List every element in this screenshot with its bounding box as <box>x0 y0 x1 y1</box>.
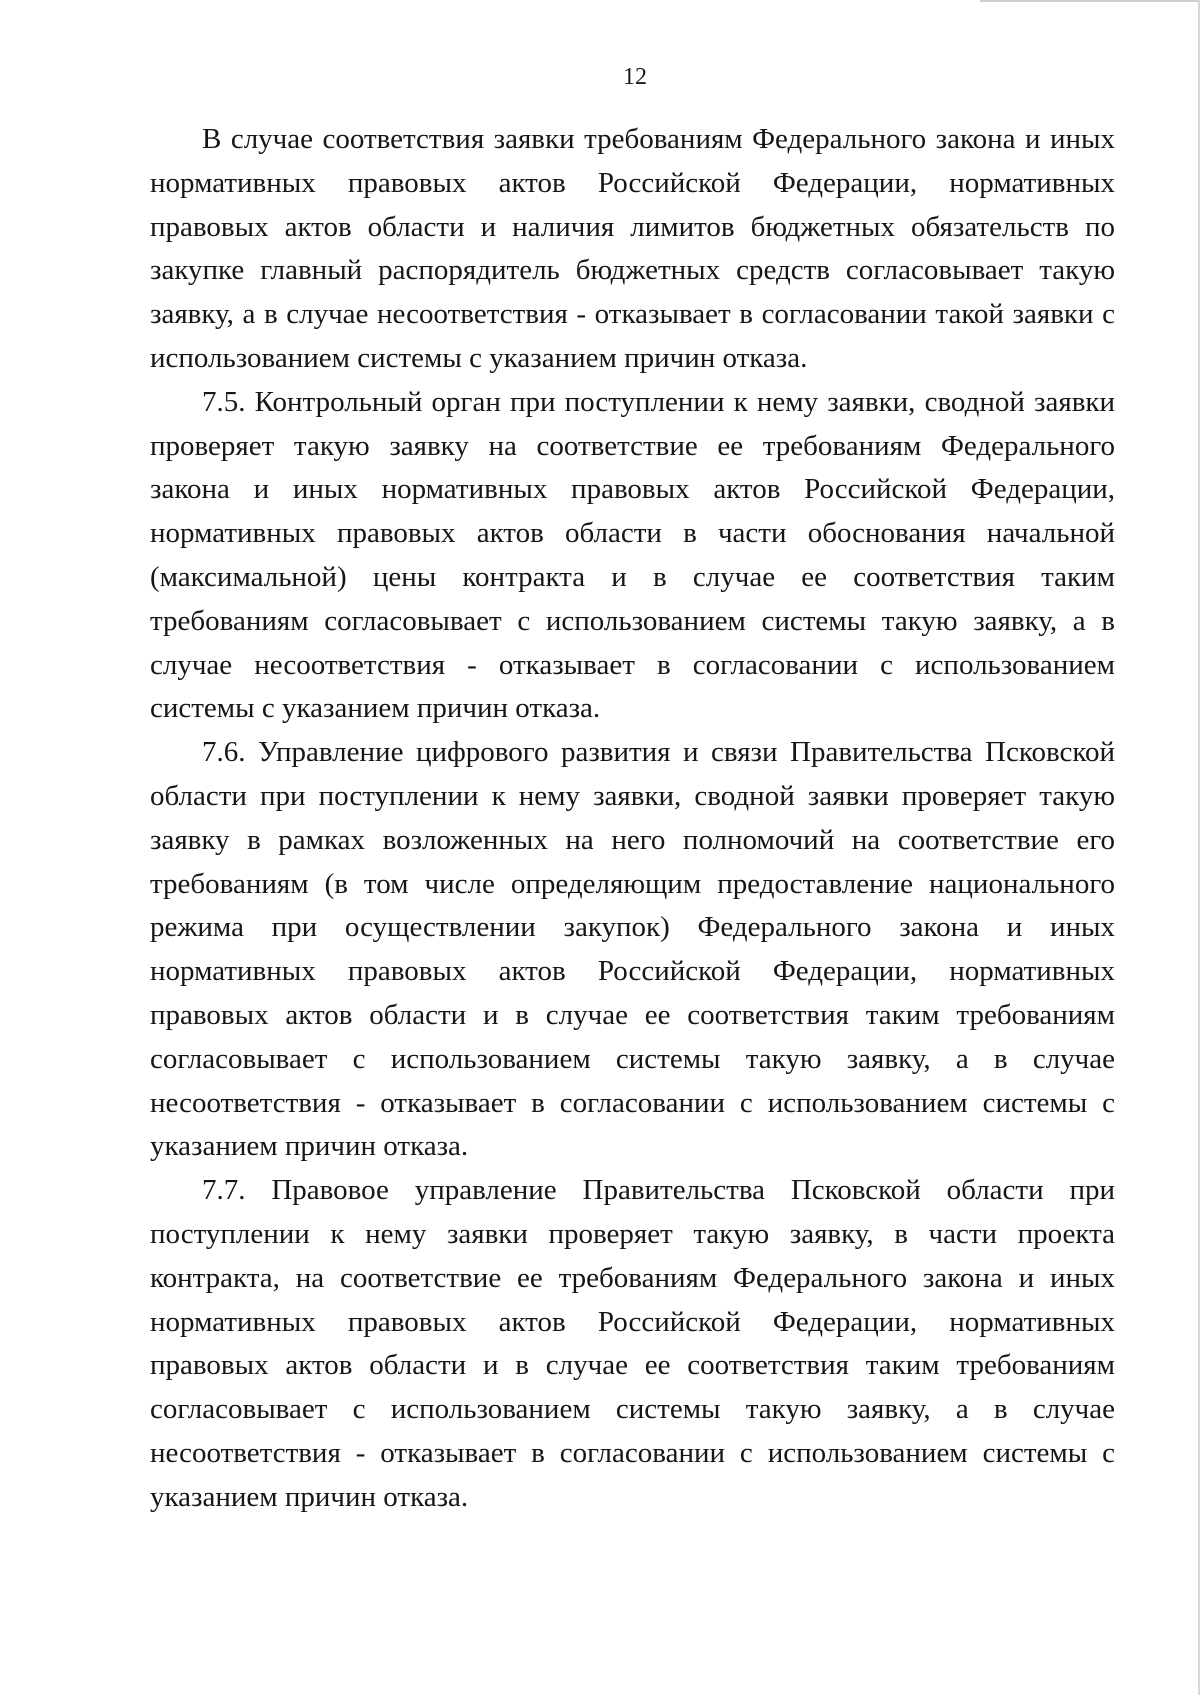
paragraph-7-7: 7.7. Правовое управление Правительства Псковской области при поступлении к нему заявки проверяет такую заявку, в части проекта контракта, на соответствие ее требованиям Федерального закона и иных нормативных правовых актов Российской Федерации, нормативных правовых актов области и в случае ее соответствия таким требованиям согласовывает с использованием системы такую заявку, а в случае несоответствия - отказывает в согласовании с использованием системы с указанием причин отказа. <box>150 1174 1115 1513</box>
paragraph-7-5: 7.5. Контрольный орган при поступлении к нему заявки, сводной заявки проверяет такую заявку на соответствие ее требованиям Федерального закона и иных нормативных правовых актов Российской Федерации, нормативных правовых актов области в части обоснования начальной (максимальной) цены контракта и в случае ее соответствия таким требованиям согласовывает с использованием системы такую заявку, а в случае несоответствия - отказывает в согласовании с использованием системы с указанием причин отказа. <box>150 385 1115 725</box>
paragraph-approval-conditions: В случае соответствия заявки требованиям Федерального закона и иных нормативных правовых актов Российской Федерации, нормативных правовых актов области и наличия лимитов бюджетных обязательств по закупке главный распорядитель бюджетных средств согласовывает такую заявку, а в случае несоответствия - отказывает в согласовании такой заявки с использованием системы с указанием причин отказа. <box>150 123 1115 374</box>
document-body <box>150 118 1115 1520</box>
scan-edge-top <box>980 0 1200 2</box>
page-number: 12 <box>623 64 647 90</box>
paragraph-7-6: 7.6. Управление цифрового развития и связи Правительства Псковской области при поступлении к нему заявки, сводной заявки проверяет такую заявку в рамках возложенных на него полномочий на соответствие его требованиям (в том числе определяющим предоставление национального режима при осуществлении закупок) Федерального закона и иных нормативных правовых актов Российской Федерации, нормативных правовых актов области и в случае ее соответствия таким требованиям согласовывает с использованием системы такую заявку, а в случае несоответствия - отказывает в согласовании с использованием системы с указанием причин отказа. <box>150 736 1115 1163</box>
